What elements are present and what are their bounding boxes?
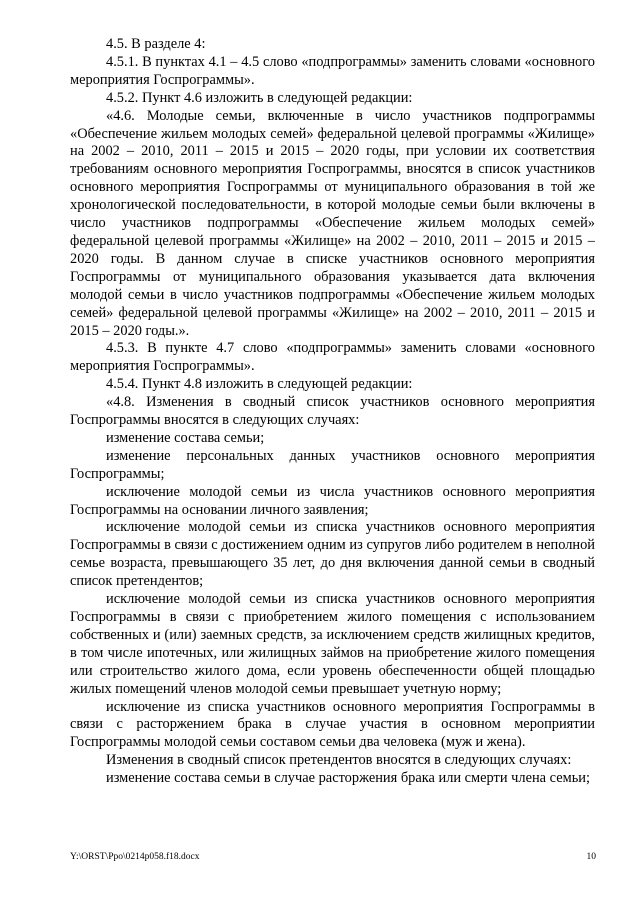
paragraph-4-8-text: «4.8. Изменения в сводный список участников основного мероприятия Госпрограммы вносятся в следующих случаях: xyxy=(70,394,595,429)
list-item: изменение состава семьи в случае расторжения брака или смерти члена семьи; xyxy=(106,770,590,787)
paragraph-4-6-text: «4.6. Молодые семьи, включенные в число участников подпрограммы «Обеспечение жильем молодых семей» федеральной целевой программы «Жилище» на 2002 – 2010, 2011 – 2015 и 2015 – 2020 годы, при условии их соответствия требованиям основного мероприятия Госпрограммы, вносятся в список участников основного мероприятия Госпрограммы от муниципального образования в той же хронологической последовательности, в которой молодые семьи были включены в число участников подпрограммы «Обеспечение жильем молодых семей» федеральной целевой программы «Жилище» на 2002 – 2010, 2011 – 2015 и 2015 – 2020 годы. В данном случае в списке участников основного мероприятия Госпрограммы от муниципального образования указывается дата включения молодой семьи в число участников подпрограммы «Обеспечение жильем молодых семей» федеральной целевой программы «Жилище» на 2002 – 2010, 2011 – 2015 и 2015 – 2020 годы.». xyxy=(70,107,595,339)
document-body xyxy=(70,36,595,788)
list-item: исключение молодой семьи из списка участников основного мероприятия Госпрограммы в связи с достижением одним из супругов либо родителем в неполной семье возраста, превышающего 35 лет, до дня включения данной семьи в сводный список претендентов; xyxy=(70,519,595,590)
list-item: исключение молодой семьи из списка участников основного мероприятия Госпрограммы в связи с приобретением жилого помещения с использованием собственных и (или) заемных средств, за исключением средств жилищных кредитов, в том числе ипотечных, или жилищных займов на приобретение жилого помещения или строительство жилого дома, если уровень обеспеченности общей площадью жилых помещений членов молодой семьи превышает учетную норму; xyxy=(70,591,595,697)
paragraph-4-5-3: 4.5.3. В пункте 4.7 слово «подпрограммы» заменить словами «основного мероприятия Госпрограммы». xyxy=(70,340,595,375)
list-item: изменение персональных данных участников основного мероприятия Госпрограммы; xyxy=(70,447,595,482)
paragraph-4-5-1: 4.5.1. В пунктах 4.1 – 4.5 слово «подпрограммы» заменить словами «основного мероприятия Госпрограммы». xyxy=(70,53,595,88)
paragraph-summary-changes: Изменения в сводный список претендентов вносятся в следующих случаях: xyxy=(106,752,572,769)
list-item: исключение молодой семьи из числа участников основного мероприятия Госпрограммы на основании личного заявления; xyxy=(70,483,595,518)
paragraph-4-5: 4.5. В разделе 4: xyxy=(106,36,206,52)
paragraph-4-5-4: 4.5.4. Пункт 4.8 изложить в следующей редакции: xyxy=(106,376,413,393)
paragraph-4-5-2: 4.5.2. Пункт 4.6 изложить в следующей редакции: xyxy=(106,89,413,106)
list-item: изменение состава семьи; xyxy=(106,429,265,446)
page-number: 10 xyxy=(586,852,596,862)
list-item: исключение из списка участников основного мероприятия Госпрограммы в связи с расторжением брака в случае участия в основном мероприятии Госпрограммы молодой семьи составом семьи два человека (муж и жена). xyxy=(70,698,595,751)
footer-file-path: Y:\ORST\Ppo\0214p058.f18.docx xyxy=(70,852,200,862)
page-footer xyxy=(70,852,596,862)
